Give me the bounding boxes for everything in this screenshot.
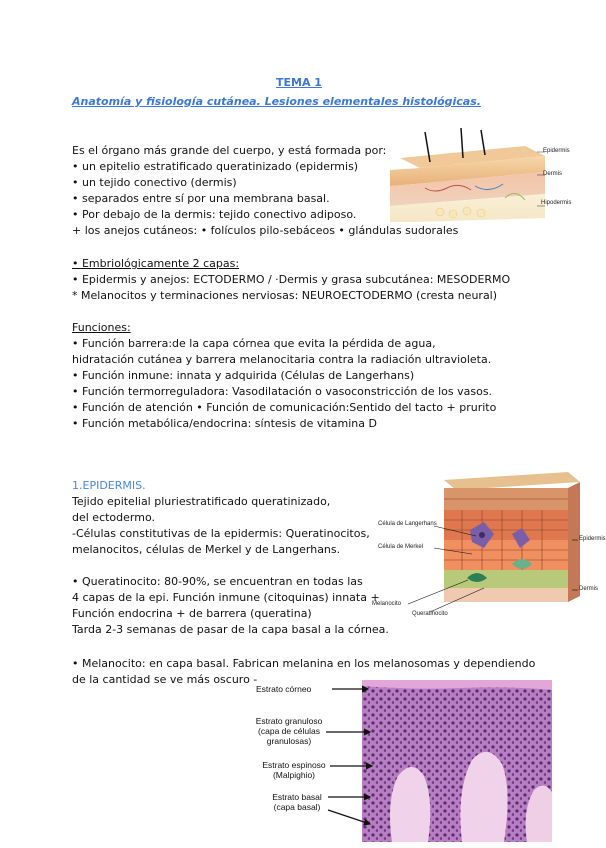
intro-line: • separados entre sí por una membrana basal. (72, 192, 330, 205)
skin-label-dermis: Dermis (543, 171, 562, 177)
intro-line: Es el órgano más grande del cuerpo, y está formada por: (72, 144, 387, 157)
funcion-line: • Función metabólica/endocrina: síntesis de vitamina D (72, 417, 377, 430)
histo-label-espinoso: Estrato espinoso (Malpighio) (262, 760, 326, 780)
epi-label-melanocito: Melanocito (372, 601, 402, 607)
epidermis-heading: 1.EPIDERMIS. (72, 479, 146, 492)
funcion-line: • Función barrera:de la capa córnea que evita la pérdida de agua, (72, 337, 436, 350)
epidermis-line: -Células constitutivas de la epidermis: Queratinocitos, (72, 527, 370, 540)
epidermis-line: Tejido epitelial pluriestratificado queratinizado, (72, 495, 331, 508)
epidermis-line: del ectodermo. (72, 511, 155, 524)
epidermis-line: Función endocrina + de barrera (queratina) (72, 607, 312, 620)
epidermis-line: • Queratinocito: 80-90%, se encuentran en todas las (72, 575, 363, 588)
skin-label-epidermis: Epidermis (543, 148, 570, 154)
funcion-line: • Función inmune: innata y adquirida (Células de Langerhans) (72, 369, 415, 382)
epidermis-line: 4 capas de la epi. Función inmune (citoquinas) innata + (72, 591, 380, 604)
skin-label-hipodermis: Hipodermis (541, 200, 572, 206)
epi-label-merkel: Célula de Merkel (378, 544, 424, 550)
histo-label-granuloso: Estrato granuloso (capa de células granulosas) (255, 716, 323, 746)
intro-line: • un tejido conectivo (dermis) (72, 176, 237, 189)
epi-label-dermis: Dermis (579, 586, 598, 592)
melanocito-line: • Melanocito: en capa basal. Fabrican melanina en los melanosomas y dependiendo (72, 657, 536, 670)
epi-label-langerhans: Célula de Langerhans (378, 521, 437, 527)
embrio-line: * Melanocitos y terminaciones nerviosas: NEUROECTODERMO (cresta neural) (72, 289, 498, 302)
histology-figure (362, 680, 552, 842)
histo-label-basal: Estrato basal (capa basal) (272, 792, 322, 812)
melanocito-line: de la cantidad se ve más oscuro - (72, 673, 258, 686)
intro-line: + los anejos cutáneos: • folículos pilo-sebáceos • glándulas sudorales (72, 224, 459, 237)
funciones-heading: Funciones: (72, 321, 131, 334)
epi-label-queratinocito: Queratinocito (412, 611, 448, 617)
histo-label-corneo: Estrato córneo (256, 684, 312, 694)
epidermis-line: Tarda 2-3 semanas de pasar de la capa basal a la córnea. (72, 623, 389, 636)
embrio-line: • Epidermis y anejos: ECTODERMO / ·Dermis y grasa subcutánea: MESODERMO (72, 273, 511, 286)
funcion-line: hidratación cutánea y barrera melanocitaria contra la radiación ultravioleta. (72, 353, 492, 366)
embrio-heading: • Embriológicamente 2 capas: (72, 257, 240, 270)
epi-label-epidermis: Epidermis (579, 536, 606, 542)
funcion-line: • Función termorreguladora: Vasodilatación o vasoconstricción de los vasos. (72, 385, 493, 398)
page-subtitle: Anatomía y fisiología cutánea. Lesiones elementales histológicas. (72, 95, 481, 108)
epidermis-line: melanocitos, células de Merkel y de Langerhans. (72, 543, 341, 556)
page-title: TEMA 1 (276, 76, 322, 89)
intro-line: • Por debajo de la dermis: tejido conectivo adiposo. (72, 208, 357, 221)
funcion-line: • Función de atención • Función de comunicación:Sentido del tacto + prurito (72, 401, 497, 414)
skin-section-figure (385, 128, 585, 222)
intro-line: • un epitelio estratificado queratinizado (epidermis) (72, 160, 359, 173)
epidermis-cells-figure (372, 468, 606, 622)
